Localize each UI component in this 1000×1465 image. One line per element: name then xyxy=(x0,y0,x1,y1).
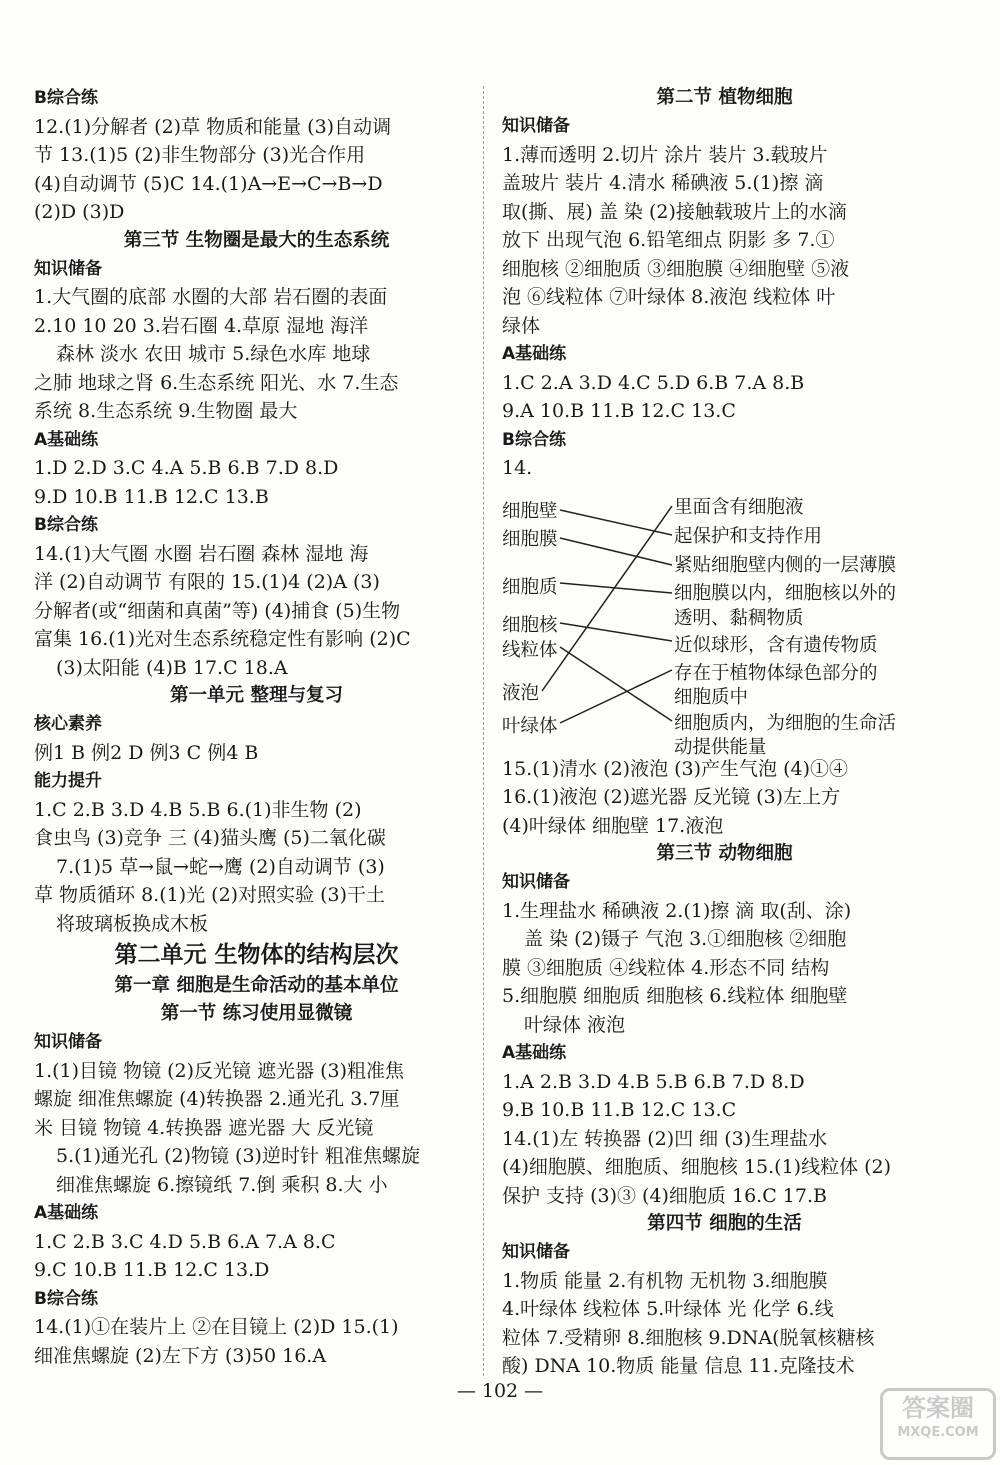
watermark-text: 答案圈 xyxy=(902,1394,974,1422)
watermark-url: MXQE.COM xyxy=(897,1425,979,1440)
answer-line: 4.叶绿体 线粒体 5.叶绿体 光 化学 6.线 xyxy=(502,1298,834,1320)
section-heading: 核心素养 xyxy=(34,714,102,734)
answer-line: 盖玻片 装片 4.清水 稀碘液 5.(1)擦 滴 xyxy=(502,172,824,194)
answer-line: 14.(1)大气圈 水圈 岩石圈 森林 湿地 海 xyxy=(34,542,369,565)
left-column xyxy=(34,84,479,1370)
match-left-item: 细胞核 xyxy=(502,614,558,636)
answer-line: 取(撕、展) 盖 染 (2)接触载玻片上的水滴 xyxy=(502,200,847,223)
answer-line: 草 物质循环 8.(1)光 (2)对照实验 (3)干土 xyxy=(34,884,386,906)
match-line xyxy=(560,623,672,641)
answer-line: 15.(1)清水 (2)液泡 (3)产生气泡 (4)①④ xyxy=(502,757,848,780)
answer-line: 例1 B 例2 D 例3 C 例4 B xyxy=(34,741,259,764)
answer-line: 1.薄而透明 2.切片 涂片 装片 3.载玻片 xyxy=(502,143,828,166)
answer-line: 1.D 2.D 3.C 4.A 5.B 6.B 7.D 8.D xyxy=(34,457,339,479)
match-left-item: 线粒体 xyxy=(502,639,558,661)
answer-line: 5.(1)通光孔 (2)物镜 (3)逆时针 粗准焦螺旋 xyxy=(56,1145,420,1167)
answer-line: 盖 染 (2)镊子 气泡 3.①细胞核 ②细胞 xyxy=(524,928,847,950)
answer-line: 7.(1)5 草→鼠→蛇→鹰 (2)自动调节 (3) xyxy=(56,855,385,878)
answer-line: 米 目镜 物镜 4.转换器 遮光器 大 反光镜 xyxy=(34,1116,374,1139)
section-heading: A基础练 xyxy=(502,344,567,364)
match-right-item: 紧贴细胞壁内侧的一层薄膜 xyxy=(674,554,897,576)
answer-line: (4)细胞膜、细胞质、细胞核 15.(1)线粒体 (2) xyxy=(502,1156,892,1178)
answer-line: 细准焦螺旋 (2)左下方 (3)50 16.A xyxy=(34,1344,327,1367)
answer-line: 12.(1)分解者 (2)草 物质和能量 (3)自动调 xyxy=(34,115,392,138)
answer-line: 酸) DNA 10.物质 能量 信息 11.克隆技术 xyxy=(502,1355,855,1377)
answer-line: 叶绿体 液泡 xyxy=(524,1013,626,1036)
section-title: 第一单元 整理与复习 xyxy=(170,685,343,706)
answer-line: 分解者(或“细菌和真菌”等) (4)捕食 (5)生物 xyxy=(34,599,401,622)
answer-line: 1.(1)目镜 物镜 (2)反光镜 遮光器 (3)粗准焦 xyxy=(34,1059,405,1082)
answer-line: (2)D (3)D xyxy=(34,201,125,223)
answer-line: 1.C 2.B 3.C 4.D 5.B 6.A 7.A 8.C xyxy=(34,1230,336,1253)
section-heading: A基础练 xyxy=(34,1203,99,1223)
match-right-item: 近似球形，含有遗传物质 xyxy=(674,634,878,656)
match-left-item: 细胞壁 xyxy=(502,500,558,522)
match-left-item: 细胞膜 xyxy=(502,528,558,550)
answer-line: 细准焦螺旋 6.擦镜纸 7.倒 乘积 8.大 小 xyxy=(56,1173,388,1196)
column-divider xyxy=(483,86,484,1376)
match-right-item: 动提供能量 xyxy=(674,736,767,758)
match-right-item: 细胞质中 xyxy=(674,686,749,708)
match-line xyxy=(560,647,672,721)
match-line xyxy=(560,538,672,565)
matching-diagram xyxy=(502,483,947,758)
answer-line: 1.大气圈的底部 水圈的大部 岩石圈的表面 xyxy=(34,286,388,308)
unit-title: 第二单元 生物体的结构层次 xyxy=(114,942,399,968)
answer-line: 1.生理盐水 稀碘液 2.(1)擦 滴 取(刮、涂) xyxy=(502,899,852,922)
match-right-item: 里面含有细胞液 xyxy=(674,496,804,518)
page-number: — 102 — xyxy=(456,1380,544,1402)
right-column xyxy=(502,84,947,1381)
answer-line: 1.物质 能量 2.有机物 无机物 3.细胞膜 xyxy=(502,1269,828,1292)
section-title: 第三节 动物细胞 xyxy=(656,843,793,864)
section-heading: 知识储备 xyxy=(502,872,570,892)
answer-line: 9.A 10.B 11.B 12.C 13.C xyxy=(502,400,736,422)
section-title: 第四节 细胞的生活 xyxy=(647,1213,802,1234)
answer-line: 粒体 7.受精卵 8.细胞核 9.DNA(脱氧核糖核 xyxy=(502,1326,875,1349)
answer-line: 将玻璃板换成木板 xyxy=(56,912,209,935)
answer-line: 螺旋 细准焦螺旋 (4)转换器 2.通光孔 3.7厘 xyxy=(34,1088,400,1110)
watermark-logo xyxy=(880,1388,996,1460)
answer-line: 洋 (2)自动调节 有限的 15.(1)4 (2)A (3) xyxy=(34,571,380,593)
section-heading: B综合练 xyxy=(34,88,98,108)
answer-line: 之肺 地球之肾 6.生态系统 阳光、水 7.生态 xyxy=(34,371,399,394)
answer-line: 细胞核 ②细胞质 ③细胞膜 ④细胞壁 ⑤液 xyxy=(502,257,850,280)
section-heading: B综合练 xyxy=(34,515,98,535)
answer-line: (4)自动调节 (5)C 14.(1)A→E→C→B→D xyxy=(34,172,383,195)
section-heading: A基础练 xyxy=(34,429,99,450)
answer-line: 16.(1)液泡 (2)遮光器 反光镜 (3)左上方 xyxy=(502,786,841,808)
section-heading: 知识储备 xyxy=(502,116,570,136)
section-title: 第一章 细胞是生命活动的基本单位 xyxy=(114,975,399,996)
match-left-item: 叶绿体 xyxy=(502,715,558,737)
section-heading: B综合练 xyxy=(502,429,566,450)
answer-line: (3)太阳能 (4)B 17.C 18.A xyxy=(56,656,288,679)
answer-line: 9.C 10.B 11.B 12.C 13.D xyxy=(34,1259,270,1281)
match-line xyxy=(560,510,672,535)
match-right-item: 透明、黏稠物质 xyxy=(674,607,804,629)
match-line xyxy=(542,506,672,691)
section-title: 第三节 生物圈是最大的生态系统 xyxy=(123,229,390,251)
match-right-item: 细胞膜以内，细胞核以外的 xyxy=(674,582,897,604)
answer-line: 2.10 10 20 3.岩石圈 4.草原 湿地 海洋 xyxy=(34,314,369,337)
match-right-item: 细胞质内，为细胞的生命活 xyxy=(674,712,897,734)
answer-line: 14. xyxy=(502,457,533,479)
match-right-item: 起保护和支持作用 xyxy=(674,525,823,547)
section-title: 第一节 练习使用显微镜 xyxy=(160,1003,353,1024)
answer-line: 1.A 2.B 3.D 4.B 5.B 6.B 7.D 8.D xyxy=(502,1070,805,1093)
answer-line: 膜 ③细胞质 ④线粒体 4.形态不同 结构 xyxy=(502,956,830,979)
match-right-item: 存在于植物体绿色部分的 xyxy=(674,662,878,684)
answer-line: 5.细胞膜 细胞质 细胞核 6.线粒体 细胞壁 xyxy=(502,985,848,1007)
answer-line: 9.D 10.B 11.B 12.C 13.B xyxy=(34,485,269,508)
answer-line: 泡 ⑥线粒体 ⑦叶绿体 8.液泡 线粒体 叶 xyxy=(502,286,836,308)
answer-line: 保护 支持 (3)③ (4)细胞质 16.C 17.B xyxy=(502,1184,827,1207)
answer-line: 放下 出现气泡 6.铅笔细点 阴影 多 7.① xyxy=(502,229,835,251)
answer-line: 富集 16.(1)光对生态系统稳定性有影响 (2)C xyxy=(34,628,411,650)
section-heading: A基础练 xyxy=(502,1043,567,1063)
section-heading: 能力提升 xyxy=(34,771,102,791)
answer-line: 森林 淡水 农田 城市 5.绿色水库 地球 xyxy=(56,343,371,365)
answer-line: 绿体 xyxy=(502,314,541,337)
answer-line: 14.(1)左 转换器 (2)凹 细 (3)生理盐水 xyxy=(502,1127,828,1150)
answer-line: 1.C 2.B 3.D 4.B 5.B 6.(1)非生物 (2) xyxy=(34,798,362,821)
match-left-item: 细胞质 xyxy=(502,576,558,598)
section-heading: B综合练 xyxy=(34,1288,98,1309)
match-line xyxy=(560,670,672,723)
section-heading: 知识储备 xyxy=(34,1032,102,1052)
answer-line: 1.C 2.A 3.D 4.C 5.D 6.B 7.A 8.B xyxy=(502,371,805,394)
section-title: 第二节 植物细胞 xyxy=(656,87,793,108)
answer-line: 9.B 10.B 11.B 12.C 13.C xyxy=(502,1099,737,1121)
match-left-item: 液泡 xyxy=(502,682,540,704)
answer-line: 14.(1)①在装片上 ②在目镜上 (2)D 15.(1) xyxy=(34,1316,399,1338)
answer-line: 系统 8.生态系统 9.生物圈 最大 xyxy=(34,400,298,422)
answer-line: 食虫鸟 (3)竞争 三 (4)猫头鹰 (5)二氧化碳 xyxy=(34,827,386,849)
section-heading: 知识储备 xyxy=(34,258,102,279)
answer-line: (4)叶绿体 细胞壁 17.液泡 xyxy=(502,814,724,837)
answer-line: 节 13.(1)5 (2)非生物部分 (3)光合作用 xyxy=(34,144,366,166)
section-heading: 知识储备 xyxy=(502,1242,570,1262)
